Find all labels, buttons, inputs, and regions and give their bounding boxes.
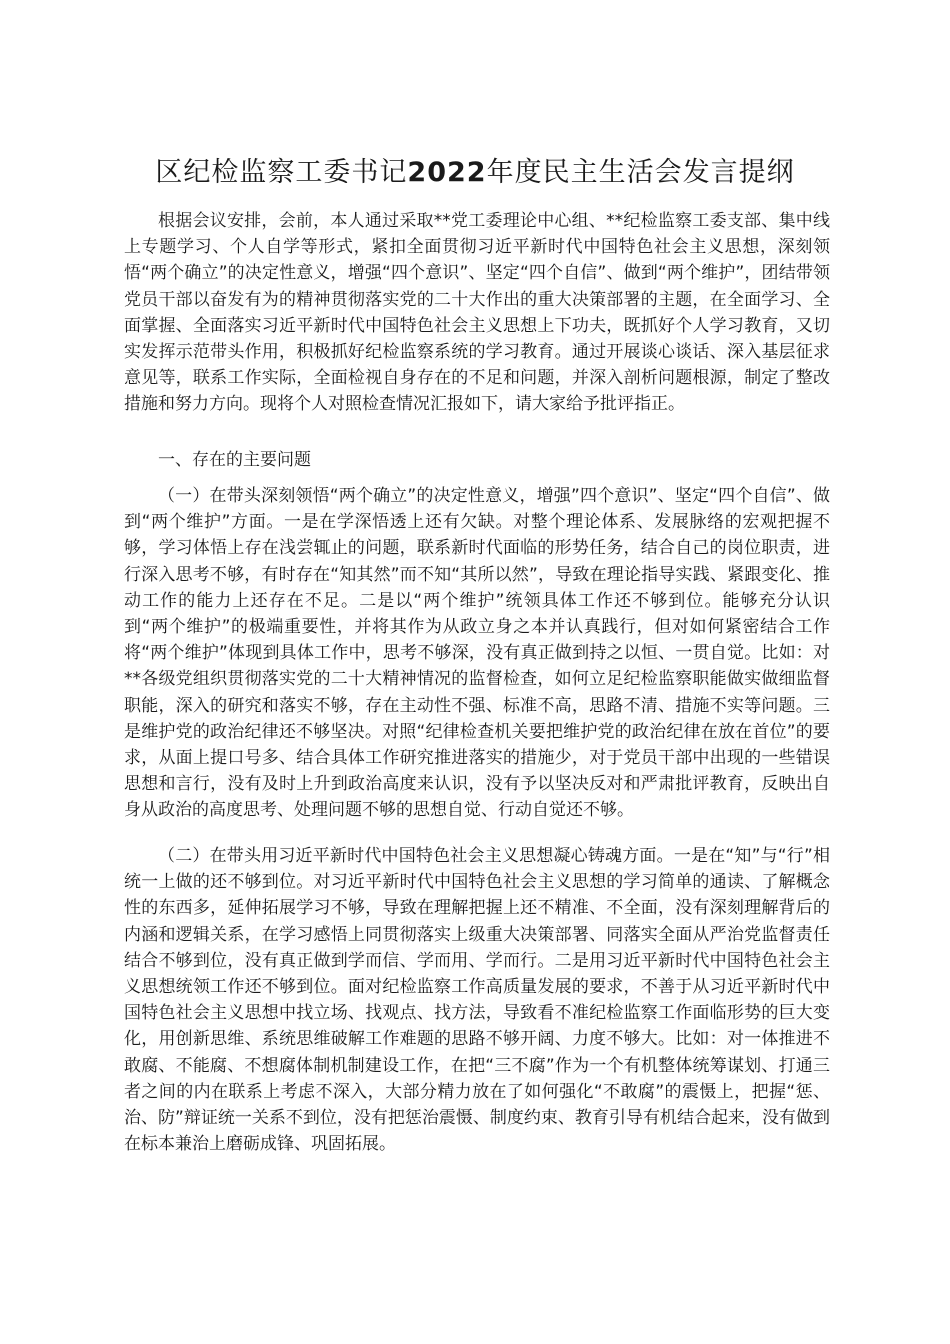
title-prefix: 区纪检监察工委书记 xyxy=(155,157,408,188)
intro-paragraph: 根据会议安排，会前，本人通过采取**党工委理论中心组、**纪检监察工委支部、集中线上专题学习、个人自学等形式，紧扣全面贯彻习近平新时代中国特色社会主义思想，深刻领悟“两个确立”的决定性意义，增强“四个意识”、坚定“四个自信”、做到“两个维护”，团结带领党员干部以奋发有为的精神贯彻落实党的二十大作出的重大决策部署的主题，在全面学习、全面掌握、全面落实习近平新时代中国特色社会主义思想上下功夫，既抓好个人学习教育，又切实发挥示范带头作用，积极抓好纪检监察系统的学习教育。通过开展谈心谈话、深入基层征求意见等，联系工作实际，全面检视自身存在的不足和问题，并深入剖析问题根源，制定了整改措施和努力方向。现将个人对照检查情况汇报如下，请大家给予批评指正。 xyxy=(124,211,830,415)
document-title xyxy=(100,153,850,193)
section-heading: 一、存在的主要问题 xyxy=(158,450,311,470)
problem-item-2-paragraph: （二）在带头用习近平新时代中国特色社会主义思想凝心铸魂方面。一是在“知”与“行”相统一上做的还不够到位。对习近平新时代中国特色社会主义思想的学习简单的通读、了解概念性的东西多，延伸拓展学习不够，导致在理解把握上还不精准、不全面，没有深刻理解背后的内涵和逻辑关系，在学习感悟上同贯彻落实上级重大决策部署、同落实全面从严治党监督责任结合不够到位，没有真正做到学而信、学而用、学而行。二是用习近平新时代中国特色社会主义思想统领工作还不够到位。面对纪检监察工作高质量发展的要求，不善于从习近平新时代中国特色社会主义思想中找立场、找观点、找方法，导致看不准纪检监察工作面临形势的巨大变化，用创新思维、系统思维破解工作难题的思路不够开阔、力度不够大。比如：对一体推进不敢腐、不能腐、不想腐体制机制建设工作，在把“三不腐”作为一个有机整体统筹谋划、打通三者之间的内在联系上考虑不深入，大部分精力放在了如何强化“不敢腐”的震慑上，把握“惩、治、防”辩证统一关系不到位，没有把惩治震慑、制度约束、教育引导有机结合起来，没有做到在标本兼治上磨砺成锋、巩固拓展。 xyxy=(124,846,830,1155)
problem-item-1-paragraph: （一）在带头深刻领悟“两个确立”的决定性意义，增强”四个意识”、坚定“四个自信”、做到“两个维护”方面。一是在学深悟透上还有欠缺。对整个理论体系、发展脉络的宏观把握不够，学习体悟上存在浅尝辄止的问题，联系新时代面临的形势任务，结合自己的岗位职责，进行深入思考不够，有时存在“知其然”而不知“其所以然”，导致在理论指导实践、紧跟变化、推动工作的能力上还存在不足。二是以“两个维护”统领具体工作还不够到位。能够充分认识到“两个维护”的极端重要性，并将其作为从政立身之本并认真践行，但对如何紧密结合工作将“两个维护”体现到具体工作中，思考不够深，没有真正做到持之以恒、一贯自觉。比如：对**各级党组织贯彻落实党的二十大精神情况的监督检查，如何立足纪检监察职能做实做细监督职能，深入的研究和落实不够，存在主动性不强、标准不高，思路不清、措施不实等问题。三是维护党的政治纪律还不够坚决。对照“纪律检查机关要把维护党的政治纪律在放在首位”的要求，从面上提口号多、结合具体工作研究推进落实的措施少，对于党员干部中出现的一些错误思想和言行，没有及时上升到政治高度来认识，没有予以坚决反对和严肃批评教育，反映出自身从政治的高度思考、处理问题不够的思想自觉、行动自觉还不够。 xyxy=(124,486,830,821)
title-suffix: 年度民主生活会发言提纲 xyxy=(486,157,795,188)
title-year: 2022 xyxy=(407,157,487,188)
